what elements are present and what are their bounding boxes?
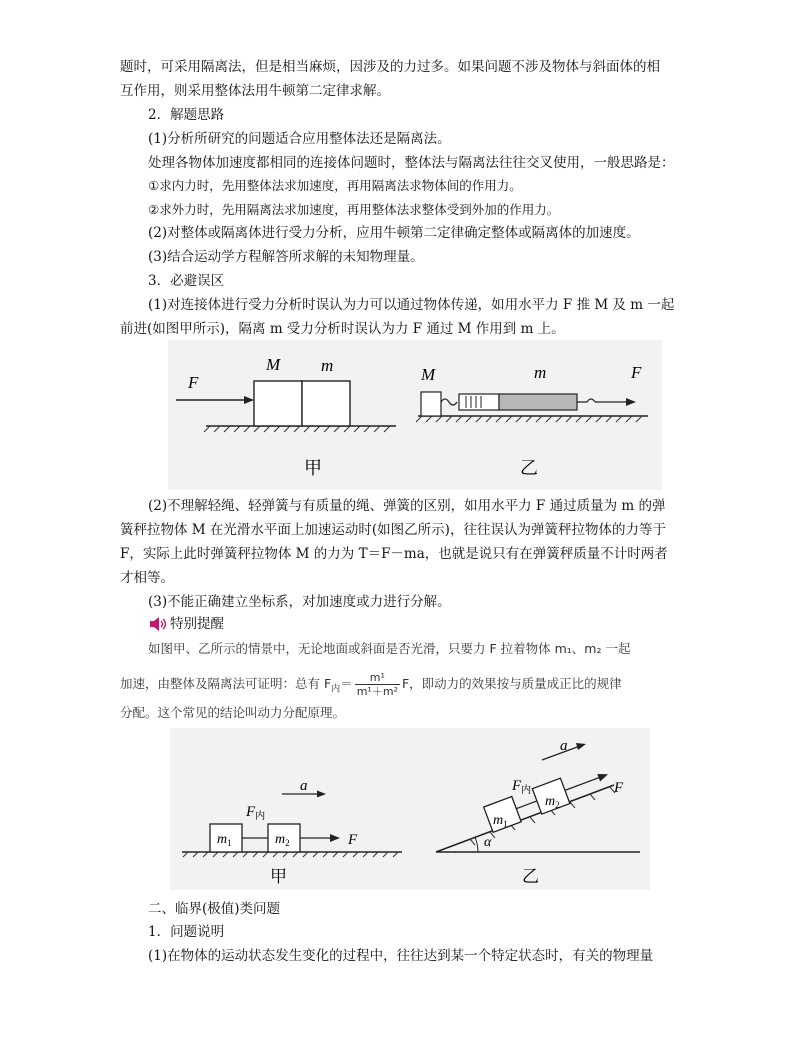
fraction-numerator: m¹ (355, 671, 400, 685)
section-heading: 1．问题说明 (148, 924, 225, 940)
block-M (254, 381, 302, 426)
label-m1: $m_1$ (493, 813, 508, 829)
fraction (355, 671, 400, 698)
paragraph-line: 才相等。 (120, 570, 174, 586)
label-F-inner: $F_内$ (512, 778, 532, 796)
block-m (302, 381, 350, 426)
paragraph-line: 前进(如图甲所示)，隔离 m 受力分析时误认为力 F 通过 M 作用到 m 上。 (120, 321, 565, 337)
label-F: F (631, 363, 642, 382)
block-M (421, 392, 441, 416)
section-heading: 3．必避误区 (148, 273, 225, 289)
tip-title: 特别提醒 (170, 616, 224, 632)
label-a: a (300, 778, 308, 794)
paragraph-line: 簧秤拉物体 M 在光滑水平面上加速运动时(如图乙所示)，往往误认为弹簧秤拉物体的力等于 (120, 522, 666, 538)
paragraph-line: F，实际上此时弹簧秤拉物体 M 的力为 T＝F－ma，也就是说只有在弹簧秤质量不计时两者 (120, 546, 668, 562)
label-F-inner: $F_内$ (246, 804, 266, 822)
label-M: M (421, 365, 436, 384)
paragraph-line: (3)不能正确建立坐标系，对加速度或力进行分解。 (148, 594, 451, 610)
label-m2: $m_2$ (545, 794, 560, 810)
equals-sign: ＝ (340, 676, 353, 691)
paragraph-line: ①求内力时，先用整体法求加速度，再用隔离法求物体间的作用力。 (148, 178, 522, 193)
label-F: F (614, 780, 624, 796)
label-alpha: α (484, 835, 492, 850)
spring-scale-body (499, 394, 577, 410)
figure-background (170, 728, 650, 890)
figure-push-and-spring (168, 340, 662, 490)
paragraph-line: (3)结合运动学方程解答所求解的未知物理量。 (148, 249, 424, 265)
paragraph-line: (1)分析所研究的问题适合应用整体法还是隔离法。 (148, 131, 451, 147)
label-M: M (266, 355, 281, 374)
paragraph-line: 互作用，则采用整体法用牛顿第二定律求解。 (120, 83, 390, 99)
caption-jia: 甲 (270, 867, 287, 887)
tip-line (120, 671, 622, 700)
tip-line: 如图甲、乙所示的情景中，无论地面或斜面是否光滑，只要力 F 拉着物体 m₁、m₂ 一起 (148, 641, 631, 656)
paragraph-line: (2)不理解轻绳、轻弹簧与有质量的绳、弹簧的区别，如用水平力 F 通过质量为 m 的弹 (148, 498, 666, 514)
paragraph-line: (1)对连接体进行受力分析时误认为力可以通过物体传递，如用水平力 F 推 M 及 m 一起 (148, 297, 675, 313)
caption-jia: 甲 (304, 458, 322, 479)
caption-yi: 乙 (522, 867, 539, 887)
label-m2: $m_2$ (275, 832, 290, 848)
label-F: F (348, 832, 358, 848)
label-m: m (321, 356, 334, 375)
paragraph-line: 处理各物体加速度都相同的连接体问题时，整体法与隔离法往往交叉使用，一般思路是： (148, 155, 675, 171)
fraction-denominator: m¹＋m² (356, 685, 398, 698)
caption-yi: 乙 (520, 458, 538, 479)
paragraph-line: ②求外力时，先用隔离法求加速度，再用整体法求整体受到外加的作用力。 (148, 202, 560, 217)
tip-text: 加速，由整体及隔离法可证明：总有 F (120, 676, 332, 691)
subscript-nei: 内 (331, 684, 341, 695)
label-a: a (560, 738, 568, 754)
tip-text: F，即动力的效果按与质量成正比的规律 (401, 676, 622, 691)
paragraph-line: (1)在物体的运动状态发生变化的过程中，往往达到某一个特定状态时，有关的物理量 (148, 948, 654, 964)
label-m: m (534, 363, 547, 382)
section-heading: 2．解题思路 (148, 107, 225, 123)
figure-force-distribution (170, 728, 650, 890)
paragraph-line: 题时，可采用隔离法，但是相当麻烦，因涉及的力过多。如果问题不涉及物体与斜面体的相 (120, 59, 660, 75)
speaker-icon (148, 616, 168, 632)
section-heading: 二、临界(极值)类问题 (148, 901, 281, 917)
label-m1: $m_1$ (217, 832, 232, 848)
paragraph-line: (2)对整体或隔离体进行受力分析，应用牛顿第二定律确定整体或隔离体的加速度。 (148, 225, 640, 241)
tip-line: 分配。这个常见的结论叫动力分配原理。 (120, 705, 346, 720)
figure-background (168, 340, 662, 490)
spring-scale-end (459, 394, 499, 410)
label-F: F (188, 373, 199, 392)
